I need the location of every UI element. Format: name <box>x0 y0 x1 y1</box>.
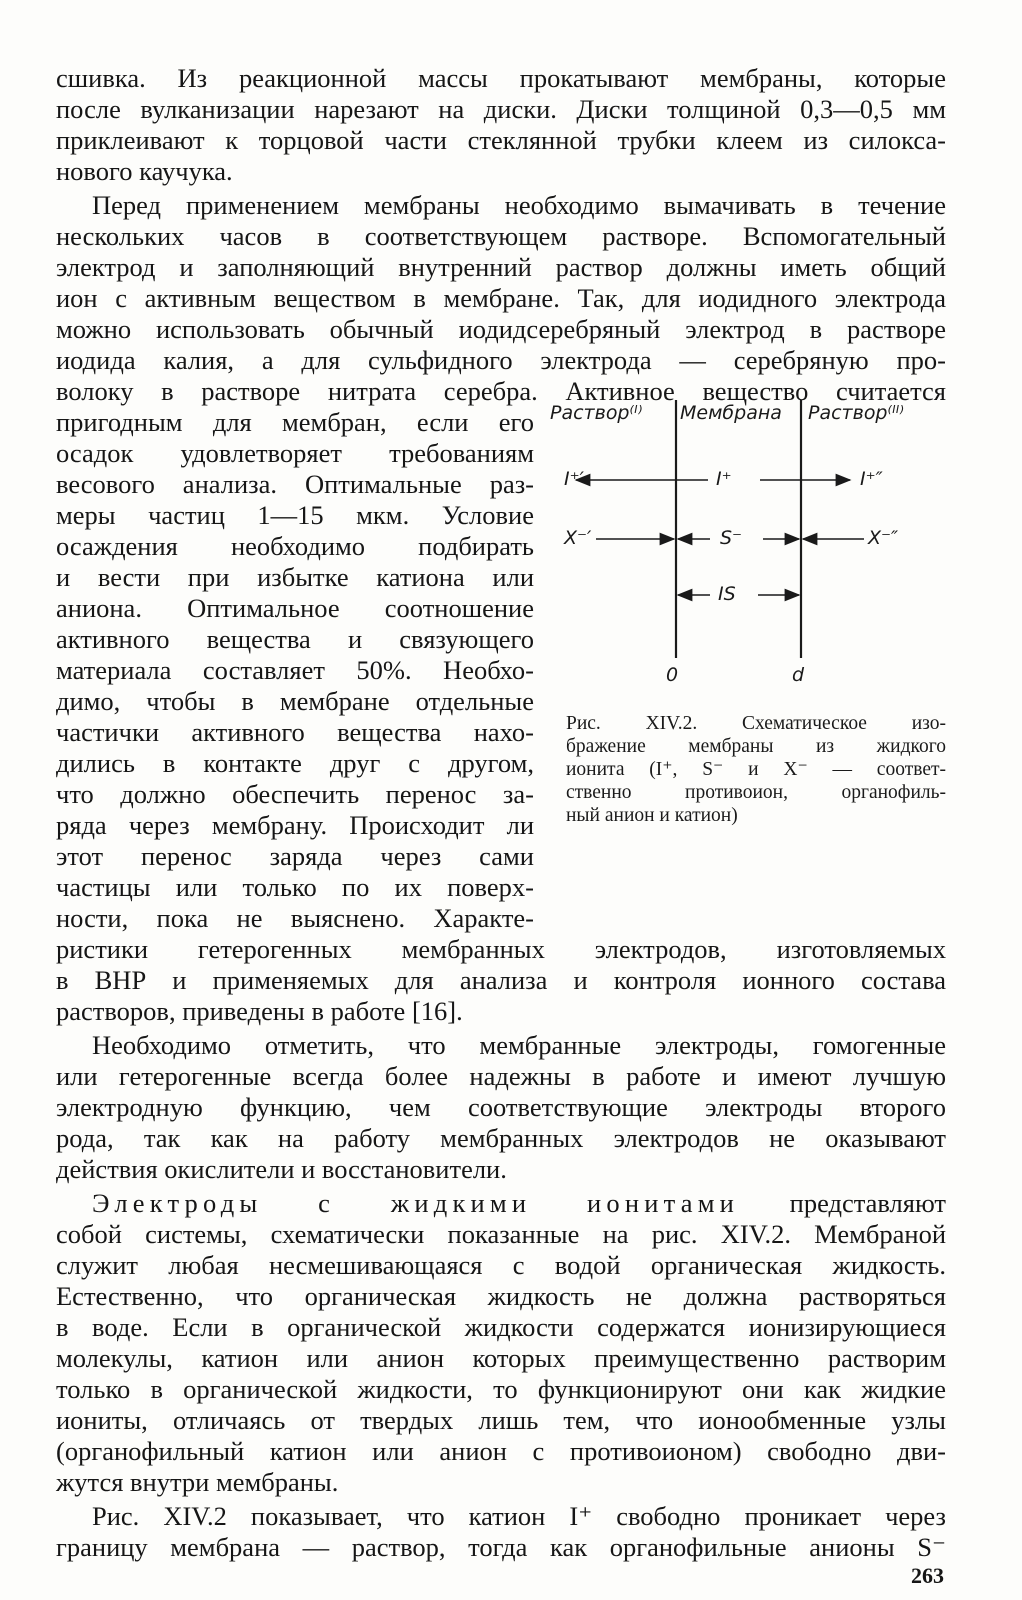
label-i-right: I⁺″ <box>860 468 883 490</box>
text-line: можно использовать обычный иодидсеребряный электрод в растворе <box>56 314 946 344</box>
text-line: растворов, приведены в работе [16]. <box>56 996 463 1026</box>
text-line: ристики гетерогенных мембранных электродов, изготовляемых <box>56 934 946 964</box>
caption-line: бражение мембраны из жидкого <box>566 736 946 757</box>
text-line: электродную функцию, чем соответствующие электроды второго <box>56 1092 946 1122</box>
text-line: этот перенос заряда через сами <box>56 841 534 871</box>
text-line: пригодным для мембран, если его <box>56 407 534 437</box>
text-line: меры частиц 1—15 мкм. Условие <box>56 500 534 530</box>
text-line: ности, пока не выяснено. Характе- <box>56 903 534 933</box>
text-line: молекулы, катион или анион которых преимущественно растворим <box>56 1343 946 1373</box>
text-line: Необходимо отметить, что мембранные электроды, гомогенные <box>92 1030 946 1060</box>
text-line: или гетерогенные всегда более надежны в работе и имеют лучшую <box>56 1061 946 1091</box>
text-line: в воде. Если в органической жидкости содержатся ионизирующиеся <box>56 1312 946 1342</box>
text-line: дились в контакте друг с другом, <box>56 748 534 778</box>
text-line: собой системы, схематически показанные на рис. XIV.2. Мембраной <box>56 1219 946 1249</box>
caption-line: ственно противоион, органофиль- <box>566 782 946 803</box>
text-line: нескольких часов в соответствующем растворе. Вспомогательный <box>56 221 946 251</box>
text-line: и вести при избытке катиона или <box>56 562 534 592</box>
text-line: иониты, отличаясь от твердых лишь тем, что ионообменные узлы <box>56 1405 946 1435</box>
text-line: Перед применением мембраны необходимо вымачивать в течение <box>92 190 946 220</box>
text-line: аниона. Оптимальное соотношение <box>56 593 534 623</box>
label-membrane: Мембрана <box>680 402 782 424</box>
text-line: ион с активным веществом в мембране. Так, для иодидного электрода <box>56 283 946 313</box>
text-line: нового каучука. <box>56 156 233 186</box>
text-line: димо, чтобы в мембране отдельные <box>56 686 534 716</box>
text-line: электрод и заполняющий внутренний раствор должны иметь общий <box>56 252 946 282</box>
text-line: ряда через мембрану. Происходит ли <box>56 810 534 840</box>
text-fragment: представляют <box>789 1188 947 1218</box>
label-x-left: X⁻′ <box>564 527 592 549</box>
label-i-left: I⁺′ <box>564 468 584 490</box>
figure-caption <box>566 712 946 827</box>
text-line: что должно обеспечить перенос за- <box>56 779 534 809</box>
text-line: частички активного вещества нахо- <box>56 717 534 747</box>
caption-line: ионита (I⁺, S⁻ и X⁻ — соответ- <box>566 759 946 780</box>
text-line: материала составляет 50%. Необхо- <box>56 655 534 685</box>
caption-line: Рис. XIV.2. Схематическое изо- <box>566 713 946 734</box>
text-line: сшивка. Из реакционной массы прокатывают мембраны, которые <box>56 63 946 93</box>
text-line: приклеивают к торцовой части стеклянной трубки клеем из силокса- <box>56 125 946 155</box>
text-line: Рис. XIV.2 показывает, что катион I⁺ свободно проникает через <box>92 1501 946 1531</box>
text-line: действия окислители и восстановители. <box>56 1154 507 1184</box>
text-line: осаждения необходимо подбирать <box>56 531 534 561</box>
text-line: иодида калия, а для сульфидного электрода — серебряную про- <box>56 345 946 375</box>
text-line: волоку в растворе нитрата серебра. Активное вещество считается <box>56 376 946 406</box>
text-line: осадок удовлетворяет требованиям <box>56 438 534 468</box>
label-i-middle: I⁺ <box>716 468 732 490</box>
text-line: служит любая несмешивающаяся с водой органическая жидкость. <box>56 1250 946 1280</box>
text-line: в ВНР и применяемых для анализа и контроля ионного состава <box>56 965 946 995</box>
text-line: (органофильный катион или анион с противоионом) свободно дви- <box>56 1436 946 1466</box>
label-s-middle: S⁻ <box>720 527 743 549</box>
spaced-term: Электроды с жидкими ионитами <box>92 1188 740 1218</box>
label-solution-2: Раствор⁽ᴵᴵ⁾ <box>808 402 904 424</box>
text-line: весового анализа. Оптимальные раз- <box>56 469 534 499</box>
label-x-right: X⁻″ <box>868 527 899 549</box>
text-line: только в органической жидкости, то функционируют они как жидкие <box>56 1374 946 1404</box>
label-solution-1: Раствор⁽ᴵ⁾ <box>550 402 643 424</box>
label-is-middle: IS <box>718 583 736 605</box>
text-line: рода, так как на работу мембранных электродов не оказывают <box>56 1123 946 1153</box>
text-line <box>92 1188 946 1218</box>
text-line: Естественно, что органическая жидкость не должна растворяться <box>56 1281 946 1311</box>
page-number: 263 <box>911 1563 944 1588</box>
text-line: жутся внутри мембраны. <box>56 1467 339 1497</box>
label-thickness-d: d <box>792 664 805 686</box>
text-line: частицы или только по их поверх- <box>56 872 534 902</box>
membrane-diagram <box>548 396 958 696</box>
text-line: после вулканизации нарезают на диски. Диски толщиной 0,3—0,5 мм <box>56 94 946 124</box>
text-line: активного вещества и связующего <box>56 624 534 654</box>
caption-line: ный анион и катион) <box>566 805 738 826</box>
text-line: границу мембрана — раствор, тогда как органофильные анионы S⁻ <box>56 1532 946 1562</box>
label-origin: 0 <box>666 664 679 686</box>
